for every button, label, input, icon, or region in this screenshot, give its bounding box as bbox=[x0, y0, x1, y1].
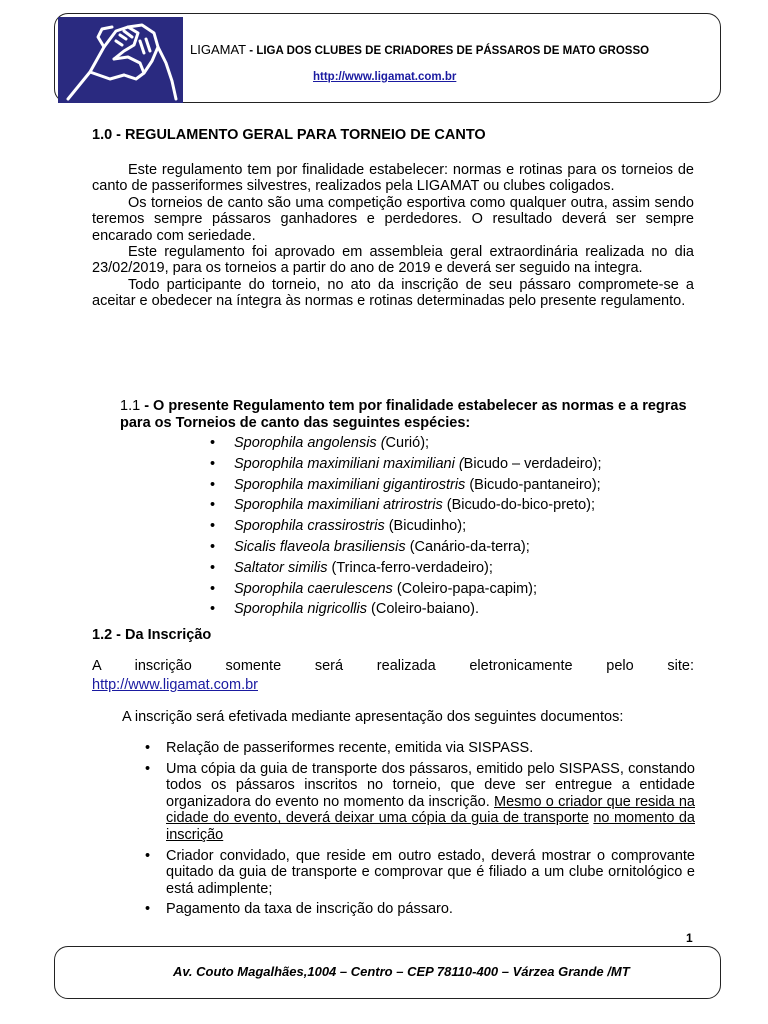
document-1: Relação de passeriformes recente, emitida via SISPASS. bbox=[166, 740, 534, 756]
list-item bbox=[210, 516, 602, 537]
common-name: (Trinca-ferro-verdadeiro); bbox=[327, 559, 493, 576]
list-item bbox=[210, 599, 602, 620]
registration-website-link[interactable]: http://www.ligamat.com.br bbox=[92, 677, 258, 693]
list-item bbox=[210, 475, 602, 496]
document-2-emphasis-2: no momento da inscrição bbox=[166, 810, 695, 843]
scientific-name: Sicalis flaveola brasiliensis bbox=[234, 538, 406, 555]
documents-list bbox=[145, 740, 695, 922]
list-item bbox=[210, 558, 602, 579]
scientific-name: Sporophila maximiliani atrirostris bbox=[234, 497, 443, 514]
section-1-title: 1.0 - REGULAMENTO GERAL PARA TORNEIO DE CANTO bbox=[92, 127, 486, 143]
scientific-name: Sporophila angolensis ( bbox=[234, 435, 386, 451]
list-item bbox=[210, 454, 602, 475]
common-name: (Coleiro-baiano). bbox=[367, 601, 480, 618]
paragraph: Este regulamento tem por finalidade estabelecer: normas e rotinas para os torneios de canto de passeriformes silvestres, realizados pela LIGAMAT ou clubes coligados. bbox=[92, 162, 694, 195]
scientific-name: Sporophila crassirostris bbox=[234, 518, 385, 535]
section-1-body bbox=[92, 162, 694, 310]
list-item bbox=[145, 740, 695, 757]
scientific-name: Sporophila nigricollis bbox=[234, 601, 367, 618]
footer-address: Av. Couto Magalhães,1004 – Centro – CEP 78110-400 – Várzea Grande /MT bbox=[173, 964, 630, 979]
common-name: (Canário-da-terra); bbox=[405, 538, 530, 555]
handshake-icon bbox=[58, 17, 183, 103]
list-item bbox=[210, 537, 602, 558]
list-item bbox=[145, 901, 695, 918]
header-website-link[interactable]: http://www.ligamat.com.br bbox=[313, 71, 457, 83]
list-item bbox=[210, 579, 602, 600]
scientific-name: Sporophila maximiliani maximiliani ( bbox=[234, 455, 464, 472]
document-4: Pagamento da taxa de inscrição do pássaro. bbox=[166, 901, 453, 918]
common-name: Bicudo – verdadeiro); bbox=[463, 455, 602, 472]
registration-intro: A inscrição somente será realizada eletronicamente pelo site: bbox=[92, 658, 694, 674]
common-name: Curió); bbox=[385, 435, 430, 451]
list-item bbox=[145, 848, 695, 898]
org-full-name: - LIGA DOS CLUBES DE CRIADORES DE PÁSSAROS DE MATO GROSSO bbox=[246, 45, 650, 57]
paragraph: Os torneios de canto são uma competição esportiva como qualquer outra, assim sendo teremos sempre pássaros ganhadores e perdedores. O resultado deverá ser sempre encarado com seriedade. bbox=[92, 194, 694, 244]
page-number: 1 bbox=[686, 931, 693, 945]
document-2-text: Uma cópia da guia de transporte dos pássaros, emitido pelo SISPASS, constando todos os pássaros inscritos no torneio, que deve ser entregue a entidade organizadora do evento no momento da inscrição. bbox=[166, 760, 695, 810]
document-3: Criador convidado, que reside em outro estado, deverá mostrar o comprovante quitado da guia de transporte e comprovar que é filiado a um clube ornitológico e está adimplente; bbox=[166, 847, 695, 897]
section-1-1-text: - O presente Regulamento tem por finalidade estabelecer as normas e a regras para os Torneios de canto das seguintes espécies: bbox=[120, 398, 687, 431]
list-item bbox=[210, 495, 602, 516]
paragraph: Todo participante do torneio, no ato da inscrição de seu pássaro compromete-se a aceitar e obedecer na íntegra às normas e rotinas determinadas pelo presente regulamento. bbox=[92, 276, 694, 310]
common-name: (Bicudo-pantaneiro); bbox=[465, 476, 601, 493]
document-2-emphasis: Mesmo o criador que resida na cidade do evento, deverá deixar uma cópia da guia de transporte bbox=[166, 793, 695, 827]
species-list bbox=[210, 433, 602, 620]
section-1-1-number: 1.1 bbox=[120, 398, 141, 414]
org-name: LIGAMAT bbox=[190, 42, 247, 57]
ligamat-logo bbox=[58, 17, 183, 103]
common-name: (Coleiro-papa-capim); bbox=[392, 580, 538, 597]
list-item bbox=[145, 761, 695, 844]
documents-intro: A inscrição será efetivada mediante apresentação dos seguintes documentos: bbox=[122, 709, 624, 725]
list-item bbox=[210, 433, 602, 454]
section-1-1 bbox=[120, 398, 694, 431]
header-title bbox=[190, 42, 710, 57]
scientific-name: Saltator similis bbox=[234, 559, 328, 576]
scientific-name: Sporophila maximiliani gigantirostris bbox=[234, 476, 466, 493]
scientific-name: Sporophila caerulescens bbox=[234, 580, 393, 597]
common-name: (Bicudinho); bbox=[384, 518, 467, 535]
common-name: (Bicudo-do-bico-preto); bbox=[442, 497, 596, 514]
section-1-2-title: 1.2 - Da Inscrição bbox=[92, 627, 212, 643]
paragraph: Este regulamento foi aprovado em assembleia geral extraordinária realizada no dia 23/02/2019, para os torneios a partir do ano de 2019 e deverá ser seguido na integra. bbox=[92, 244, 694, 277]
